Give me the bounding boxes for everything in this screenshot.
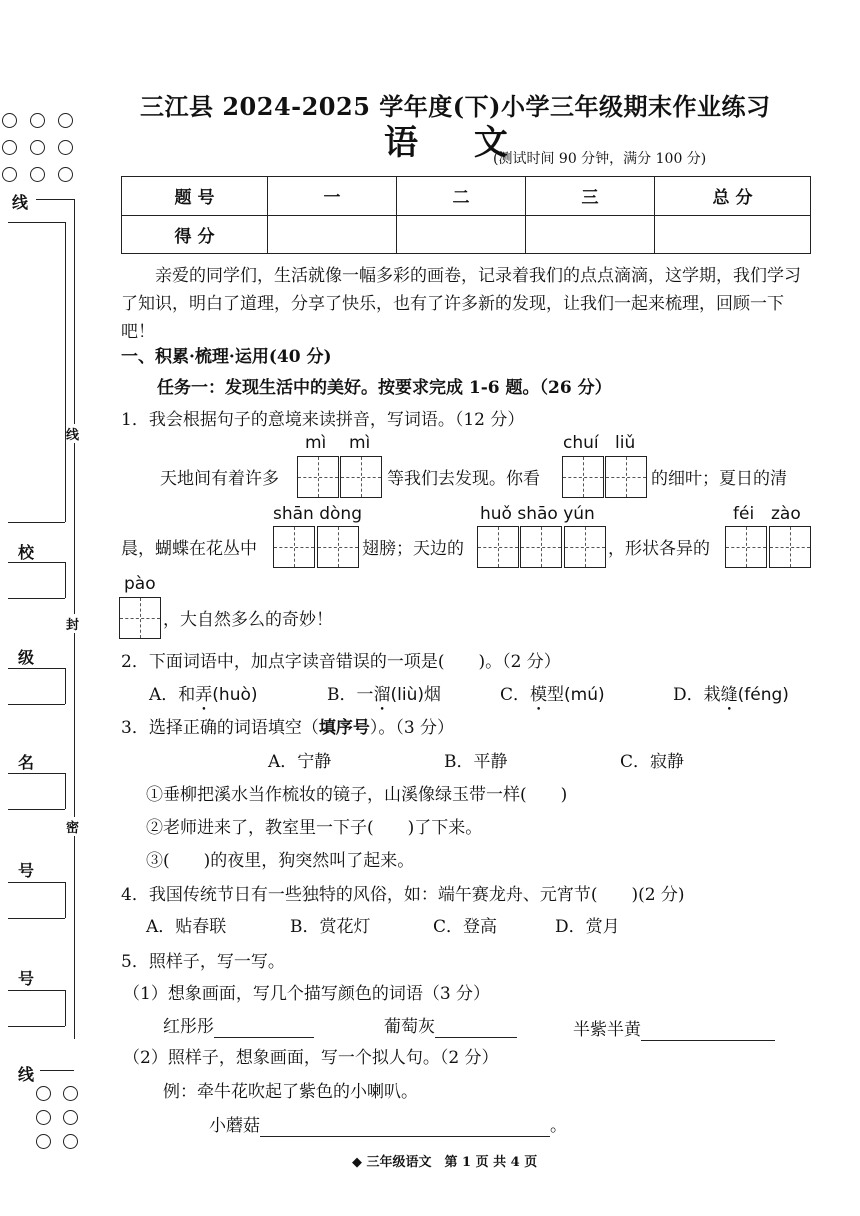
option-text: (huò) [212, 685, 258, 705]
q5-sub1: （1）想象画面，写几个描写颜色的词语（3 分） [123, 984, 491, 1004]
binding-hole [30, 113, 45, 128]
q5-word-1 [163, 1016, 314, 1038]
binding-hole [58, 140, 73, 155]
answer-blank[interactable] [641, 1016, 775, 1041]
q3-item: ①垂柳把溪水当作梳妆的镜子，山溪像绿玉带一样( ) [146, 785, 568, 805]
binding-hole [58, 113, 73, 128]
option-text: B．一 [327, 685, 374, 705]
binding-hole [36, 1110, 51, 1125]
writing-box[interactable] [605, 456, 647, 498]
q5-fill-line [209, 1115, 567, 1137]
sidebar-rule [8, 1026, 65, 1027]
q4-option-b[interactable]: B．赏花灯 [290, 917, 371, 937]
sidebar-rule [8, 562, 65, 563]
answer-blank[interactable] [214, 1019, 314, 1038]
sidebar-rule [65, 668, 66, 704]
table-row [122, 177, 811, 216]
stem-text: 3．选择正确的词语填空（ [121, 718, 319, 738]
q3-item: ③( )的夜里，狗突然叫了起来。 [146, 851, 415, 871]
option-text: A．和 [149, 685, 196, 705]
pinyin-label: zào [771, 504, 801, 524]
pinyin-label: huǒ shāo yún [480, 504, 595, 524]
binding-hole [2, 113, 17, 128]
score-input-cell[interactable] [268, 215, 397, 254]
pinyin-label: shān dòng [273, 504, 362, 524]
sidebar-label-number: 号 [18, 861, 35, 880]
q1-text: 晨，蝴蝶在花丛中 [121, 539, 257, 559]
writing-box[interactable] [317, 526, 359, 568]
q4-stem: 4．我国传统节日有一些独特的风俗，如：端午赛龙舟、元宵节( )(2 分) [121, 885, 685, 905]
score-input-cell[interactable] [655, 215, 811, 254]
answer-blank[interactable] [435, 1019, 517, 1038]
binding-hole [63, 1086, 78, 1101]
subject-title: 语 文 [384, 123, 530, 163]
writing-box[interactable] [297, 456, 339, 498]
q5-sub2: （2）照样子，想象画面，写一个拟人句。（2 分） [123, 1048, 499, 1068]
pinyin-label: mì [305, 433, 327, 453]
binding-hole [58, 167, 73, 182]
page-title: 三江县 2024-2025 学年度(下)小学三年级期末作业练习 [140, 92, 771, 121]
q1-text: 天地间有着许多 [160, 469, 279, 489]
sidebar-label-school: 校 [18, 543, 35, 562]
q1-text: ，大自然多么的奇妙！ [163, 610, 333, 630]
q3-option-b[interactable]: B．平静 [444, 752, 508, 772]
writing-box[interactable] [562, 456, 604, 498]
q5-word-2 [384, 1016, 517, 1038]
binding-hole [2, 140, 17, 155]
seal-label-seal: 封 [66, 614, 79, 633]
sidebar-rule [65, 990, 66, 1026]
q1-text: 等我们去发现。你看 [387, 469, 540, 489]
writing-box[interactable] [340, 456, 382, 498]
q5-word-3 [573, 1016, 775, 1041]
sidebar-label-line-bottom: 线 [18, 1065, 35, 1084]
answer-blank[interactable] [260, 1118, 550, 1137]
table-cell: 得 分 [122, 215, 268, 254]
stem-text: ）。（3 分） [369, 718, 455, 738]
page-footer: ◆ 三年级语文 第 1 页 共 4 页 [352, 1155, 538, 1170]
q1-text: ，形状各异的 [608, 539, 710, 559]
dotted-char: 缝 [720, 685, 738, 705]
table-cell: 题 号 [122, 177, 268, 216]
table-cell: 二 [397, 177, 526, 216]
q5-stem: 5．照样子，写一写。 [121, 952, 285, 972]
exam-info: (测试时间 90 分钟，满分 100 分) [493, 151, 707, 167]
section-heading: 一、积累·梳理·运用(40 分) [121, 347, 332, 367]
dotted-char: 模 [530, 685, 548, 705]
q2-option-c[interactable] [500, 684, 605, 715]
score-input-cell[interactable] [526, 215, 655, 254]
pinyin-label: pào [124, 574, 156, 594]
q4-option-d[interactable]: D．赏月 [555, 917, 620, 937]
q4-option-a[interactable]: A．贴春联 [146, 917, 227, 937]
sidebar-rule [8, 668, 65, 669]
sidebar-rule [40, 1070, 74, 1071]
example-word: 半紫半黄 [573, 1020, 641, 1040]
sidebar-rule [65, 773, 66, 809]
score-input-cell[interactable] [397, 215, 526, 254]
table-cell: 一 [268, 177, 397, 216]
q3-stem [121, 717, 454, 739]
seal-label-secret: 密 [66, 817, 79, 836]
writing-box[interactable] [564, 526, 606, 568]
dotted-char: 溜 [373, 685, 391, 705]
option-text: C． [500, 685, 531, 705]
q2-option-a[interactable] [149, 684, 258, 715]
binding-hole [2, 167, 17, 182]
seal-label-line: 线 [66, 424, 79, 443]
q2-stem: 2．下面词语中，加点字读音错误的一项是( )。（2 分） [121, 652, 561, 672]
sidebar-rule [65, 222, 66, 522]
sidebar-label-line-top: 线 [12, 193, 29, 212]
binding-hole [63, 1134, 78, 1149]
q2-option-d[interactable] [673, 684, 789, 715]
sidebar-rule [8, 809, 65, 810]
q5-example: 例：牵牛花吹起了紫色的小喇叭。 [163, 1082, 418, 1102]
example-word: 葡萄灰 [384, 1017, 435, 1037]
stem-bold: 填序号 [318, 718, 370, 738]
q1-text: 翅膀；天边的 [362, 539, 464, 559]
sidebar-rule [8, 704, 65, 705]
sidebar-rule [8, 918, 65, 919]
pinyin-label: liǔ [615, 433, 636, 453]
q1-stem: 1．我会根据句子的意境来读拼音，写词语。（12 分） [121, 410, 525, 430]
task-heading: 任务一：发现生活中的美好。按要求完成 1-6 题。（26 分） [157, 378, 612, 398]
binding-hole [30, 140, 45, 155]
q2-option-b[interactable] [327, 684, 441, 715]
table-cell: 三 [526, 177, 655, 216]
writing-box[interactable] [119, 597, 161, 639]
pinyin-label: féi [733, 504, 755, 524]
q3-option-c[interactable]: C．寂静 [620, 752, 685, 772]
writing-box[interactable] [520, 526, 562, 568]
pinyin-label: mì [349, 433, 371, 453]
dotted-char: 弄 [195, 685, 213, 705]
binding-hole [36, 1086, 51, 1101]
q4-option-c[interactable]: C．登高 [433, 917, 498, 937]
fill-end: 。 [550, 1116, 567, 1136]
sidebar-rule [8, 222, 65, 223]
example-word: 红彤彤 [163, 1017, 214, 1037]
sidebar-rule [8, 598, 65, 599]
option-text: 型(mú) [547, 685, 605, 705]
sidebar-rule [65, 882, 66, 918]
writing-box[interactable] [273, 526, 315, 568]
binding-hole [63, 1110, 78, 1125]
q1-text: 的细叶；夏日的清 [651, 469, 787, 489]
sidebar-rule [8, 882, 65, 883]
option-text: D．栽 [673, 685, 721, 705]
q3-option-a[interactable]: A．宁静 [268, 752, 332, 772]
q3-item: ②老师进来了，教室里一下子( )了下来。 [146, 818, 483, 838]
fill-prefix: 小蘑菇 [209, 1116, 260, 1136]
writing-box[interactable] [477, 526, 519, 568]
sidebar-rule [8, 990, 65, 991]
binding-hole [30, 167, 45, 182]
sidebar-label-grade: 级 [18, 648, 35, 667]
table-row [122, 215, 811, 254]
intro-paragraph: 亲爱的同学们，生活就像一幅多彩的画卷，记录着我们的点点滴滴，这学期，我们学习了知识，明白了道理，分享了快乐，也有了许多新的发现，让我们一起来梳理，回顾一下吧！ [121, 266, 801, 342]
writing-box[interactable] [725, 526, 767, 568]
binding-hole [36, 1134, 51, 1149]
option-text: (liù)烟 [390, 685, 441, 705]
sidebar-label-number-2: 号 [18, 969, 35, 988]
writing-box[interactable] [769, 526, 811, 568]
pinyin-label: chuí [563, 433, 599, 453]
sidebar-rule [36, 199, 74, 200]
sidebar-rule [65, 562, 66, 598]
sidebar-rule [8, 522, 65, 523]
sidebar-label-name: 名 [18, 753, 35, 772]
table-cell: 总 分 [655, 177, 811, 216]
score-table [121, 176, 811, 254]
sidebar-rule [8, 773, 65, 774]
option-text: (féng) [737, 685, 789, 705]
